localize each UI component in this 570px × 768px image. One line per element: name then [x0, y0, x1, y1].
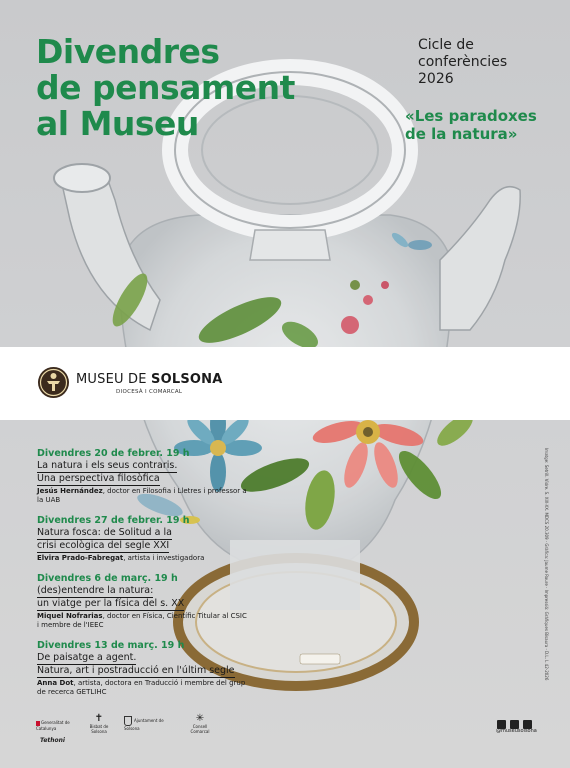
speaker-name: Jesús Hernández: [37, 487, 103, 495]
speaker-description: , artista, doctora en Traducció i membre del grup de recerca GETLIHC: [37, 679, 246, 696]
star-icon: ✳: [195, 713, 205, 724]
cycle-year: 2026: [418, 71, 454, 87]
event-item: [37, 573, 247, 630]
event-item: [37, 448, 247, 505]
events-list: [37, 448, 247, 707]
series-title: [405, 107, 537, 143]
cross-icon: ✝: [94, 713, 104, 724]
cycle-line: conferències: [418, 54, 508, 70]
museum-name-regular: MUSEU DE: [76, 372, 152, 387]
museum-subtitle: DIOCESÀ I COMARCAL: [116, 389, 183, 395]
speaker-name: Anna Dot: [37, 679, 74, 687]
bisbat-label: Bisbat de Solsona: [89, 724, 109, 734]
event-title-line: La natura i els seus contraris.: [37, 460, 178, 471]
event-title-line: De paisatge a agent.: [37, 652, 137, 663]
sponsor-logos: [36, 714, 236, 750]
consell-label: Consell Comarcal: [190, 724, 210, 734]
event-speaker: [37, 679, 247, 697]
event-item: [37, 515, 247, 563]
event-title: [37, 527, 247, 553]
speaker-description: , doctor en Física, Científic Titular al CSIC i membre de l'IEEC: [37, 612, 247, 629]
event-date: Divendres 6 de març. 19 h: [37, 573, 178, 584]
speaker-description: , artista i investigadora: [123, 554, 205, 562]
generalitat-logo: [36, 720, 70, 731]
bisbat-logo: [88, 714, 110, 734]
event-title: [37, 652, 247, 678]
event-title-line: crisi ecològica del segle XXI: [37, 540, 170, 551]
series-line: «Les paradoxes: [405, 107, 537, 125]
ajuntament-label: Ajuntament de Solsona: [124, 718, 164, 731]
main-title: [36, 34, 295, 142]
event-title-line: (des)entendre la natura:: [37, 585, 154, 596]
speaker-name: Miquel Nofrarias: [37, 612, 103, 620]
event-title-line: Una perspectiva filosòfica: [37, 473, 160, 484]
museum-name: [76, 372, 222, 387]
event-title-line: Natura fosca: de Solitud a la: [37, 527, 172, 538]
event-speaker: [37, 487, 247, 505]
museum-band: [0, 347, 570, 420]
image-credits: [541, 448, 549, 684]
event-item: [37, 640, 247, 697]
consell-logo: [190, 714, 210, 734]
event-title: [37, 585, 247, 611]
tethon-logo: Tethoni: [40, 737, 65, 744]
event-title: [37, 460, 247, 486]
speaker-name: Elvira Prado-Fabregat: [37, 554, 124, 562]
cycle-line: Cicle de: [418, 37, 474, 53]
social-handle: @museusolsona: [496, 728, 537, 734]
generalitat-label: Generalitat de Catalunya: [36, 720, 70, 731]
event-date: Divendres 13 de març. 19 h: [37, 640, 185, 651]
cycle-label: [418, 37, 507, 88]
museum-logo-icon: [38, 367, 69, 398]
title-line: Divendres: [36, 32, 220, 71]
series-line: de la natura»: [405, 125, 518, 143]
event-date: Divendres 20 de febrer. 19 h: [37, 448, 190, 459]
title-line: al Museu: [36, 104, 199, 143]
shield-icon: [124, 716, 132, 726]
event-title-line: un viatge per la física del s. XX: [37, 598, 185, 609]
event-title-line: Natura, art i postraducció en l'últim segle: [37, 665, 235, 676]
museum-name-bold: SOLSONA: [151, 372, 223, 387]
event-speaker: [37, 612, 247, 630]
speaker-description: , doctor en Filosofia i Lletres i professor a la UAB: [37, 487, 247, 504]
ajuntament-logo: [124, 716, 164, 731]
event-date: Divendres 27 de febrer. 19 h: [37, 515, 190, 526]
credits-text: Imatge: Setrill. Vidre. S. XIX-XX. MDCS 20.309 · Gràfica: Jaume Roure · Impressió: Gràfiques Bisaura · D.L. L 42-2026: [544, 448, 549, 681]
event-speaker: [37, 554, 247, 563]
title-line: de pensament: [36, 68, 295, 107]
